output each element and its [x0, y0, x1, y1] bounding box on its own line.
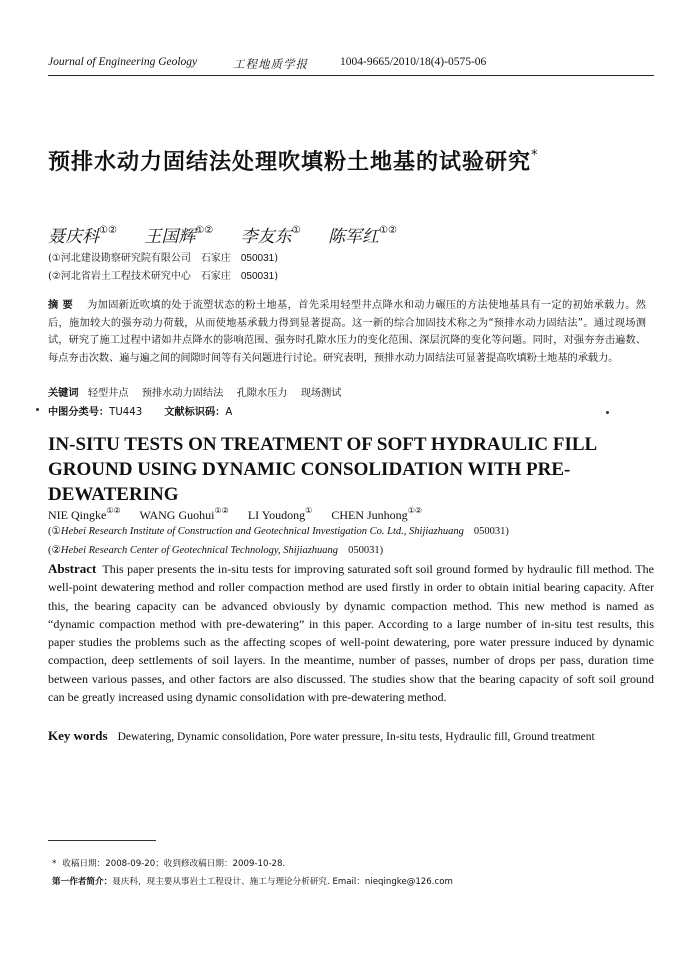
aff-suffix: )	[505, 526, 509, 537]
title-cn-text: 预排水动力固结法处理吹填粉土地基的试验研究	[48, 150, 532, 175]
author-cn-sup: ①②	[379, 225, 397, 236]
affiliation-cn-2	[48, 267, 648, 282]
author-cn-name: 聂庆科	[48, 227, 99, 247]
keyword-cn: 现场测试	[300, 388, 342, 399]
author-en	[331, 508, 422, 522]
aff-institution: Hebei Research Center of Geotechnical Technology, Shijiazhuang	[60, 545, 339, 556]
author-en-sup: ①	[305, 506, 313, 515]
footnote-star: *	[52, 859, 57, 869]
keywords-en-label: Key words	[48, 728, 108, 743]
author-en	[48, 508, 121, 522]
affiliation-en-1	[48, 525, 654, 537]
affiliation-cn-1	[48, 249, 648, 264]
running-head	[48, 56, 654, 74]
aff-suffix: )	[274, 271, 279, 282]
journal-name: Journal of Engineering Geology	[48, 56, 198, 68]
author-en-name: NIE Qingke	[48, 508, 107, 522]
author-cn-name: 陈军红	[328, 227, 380, 247]
scan-speck	[606, 411, 609, 414]
scan-speck	[36, 408, 39, 411]
doc-code: A	[225, 407, 233, 418]
abstract-cn-label: 摘要	[48, 300, 78, 311]
aff-zip: 050031	[348, 545, 380, 556]
aff-prefix: (②	[48, 271, 61, 282]
received-dates: 收稿日期：2008-09-20；收到修改稿日期：2009-10-28.	[62, 859, 286, 869]
keywords-en	[48, 728, 668, 744]
aff-city: 石家庄	[200, 253, 231, 264]
aff-prefix: (②	[48, 545, 61, 556]
title-footnote-mark: *	[531, 148, 539, 163]
classification-cn	[48, 403, 646, 418]
author-en-name: CHEN Junhong	[331, 508, 408, 522]
journal-name-cn: 工程地质学报	[233, 57, 308, 71]
abstract-en	[48, 560, 654, 706]
abstract-cn-text: 为加固新近吹填的处于流塑状态的粉土地基，首先采用轻型井点降水和动力碾压的方法使地基具有一定的初始承载力。然后，施加较大的强夯动力荷载，从而使地基承载力得到显著提高。这一新的综合加固技术称之为“预排水动力固结法”。通过现场测试，研究了施工过程中诸如井点降水的影响范围、强夯时孔隙水压力的变化范围、深层沉降的变化等问题。同时，对强夯夯击遍数、每点夯击次数、遍与遍之间的间隙时间等有关问题进行讨论。研究表明，预排水动力固结法可显著提高吹填粉土地基的承载力。	[48, 300, 646, 364]
aff-zip: 050031	[240, 271, 275, 282]
author-cn-sup: ①②	[195, 225, 214, 236]
footnote-rule	[48, 840, 156, 841]
author-cn-name: 王国辉	[144, 227, 196, 247]
keyword-cn: 孔隙水压力	[236, 388, 288, 399]
author-cn	[144, 227, 213, 247]
aff-institution: 河北建设勘察研究院有限公司	[60, 253, 191, 264]
keywords-en-text: Dewatering, Dynamic consolidation, Pore water pressure, In-situ tests, Hydraulic fill, Ground treatment	[117, 731, 595, 743]
affiliation-en-2	[48, 544, 654, 556]
aff-institution: 河北省岩土工程技术研究中心	[60, 271, 191, 282]
header-rule	[48, 75, 654, 76]
author-en-sup: ①②	[106, 506, 121, 515]
doc-code-label: 文献标识码：	[164, 407, 226, 418]
footnote-first-author	[52, 875, 652, 887]
keyword-cn: 轻型井点	[87, 388, 129, 399]
author-en-name: WANG Guohui	[139, 508, 215, 522]
author-en	[139, 508, 228, 522]
keywords-cn-label: 关键词	[48, 388, 79, 399]
author-en	[248, 508, 313, 522]
aff-suffix: )	[274, 253, 279, 264]
footnote-received	[52, 857, 652, 869]
title-en: IN-SITU TESTS ON TREATMENT OF SOFT HYDRAULIC FILL GROUND USING DYNAMIC CONSOLIDATION WITH PRE-DEWATERING	[48, 434, 597, 505]
aff-suffix: )	[379, 545, 384, 556]
aff-city: 石家庄	[200, 271, 231, 282]
author-cn-sup: ①②	[99, 225, 117, 236]
aff-zip: 050031	[240, 253, 275, 264]
author-cn	[328, 227, 397, 247]
clc-label: 中图分类号：	[48, 407, 110, 418]
keyword-cn: 预排水动力固结法	[141, 388, 224, 399]
authors-cn	[48, 222, 648, 247]
abstract-cn	[48, 297, 646, 367]
aff-institution: Hebei Research Institute of Construction and Geotechnical Investigation Co. Ltd., Shijiazhuang	[60, 526, 464, 537]
first-author-text: 聂庆科，现主要从事岩土工程设计、施工与理论分析研究. Email：nieqingke@126.com	[112, 877, 453, 887]
author-cn	[48, 227, 117, 247]
author-en-name: LI Youdong	[247, 508, 306, 522]
clc-code: TU443	[109, 407, 143, 418]
abstract-en-text: This paper presents the in-situ tests for improving saturated soft soil ground formed by hydraulic fill method. The well-point dewatering method and roller compaction method are used firstly in order to obtain initial bearing capacity. After this, the bearing capacity can be advanced obviously by dynamic compaction method. This new method is named as “dynamic compaction method with pre-dewatering” in this paper. According to a large number of in-situ test results, this paper studies the problems such as the affecting scopes of well-point dewatering, pore water pressure induced by dynamic compaction, deep settlements of soil layers. In the meantime, number of passes, number of drops per pass, duration time between various passes, and other factors are also discussed. The studies show that the bearing capacity of soft soil ground can be greatly increased using dynamic consolidation with pre-dewatering method.	[48, 562, 654, 705]
title-cn	[48, 145, 668, 176]
article-code: 1004-9665/2010/18(4)-0575-06	[340, 56, 487, 68]
aff-prefix: (①	[48, 253, 61, 264]
aff-zip: 050031	[473, 526, 506, 537]
author-cn-sup: ①	[291, 225, 301, 236]
author-en-sup: ①②	[407, 506, 423, 515]
abstract-en-label: Abstract	[48, 561, 97, 576]
authors-en	[48, 506, 648, 523]
keywords-cn	[48, 384, 646, 399]
aff-prefix: (①	[48, 526, 61, 537]
author-cn	[241, 227, 301, 247]
author-en-sup: ①②	[214, 506, 229, 515]
first-author-label: 第一作者简介：	[52, 877, 113, 887]
author-cn-name: 李友东	[240, 227, 292, 247]
